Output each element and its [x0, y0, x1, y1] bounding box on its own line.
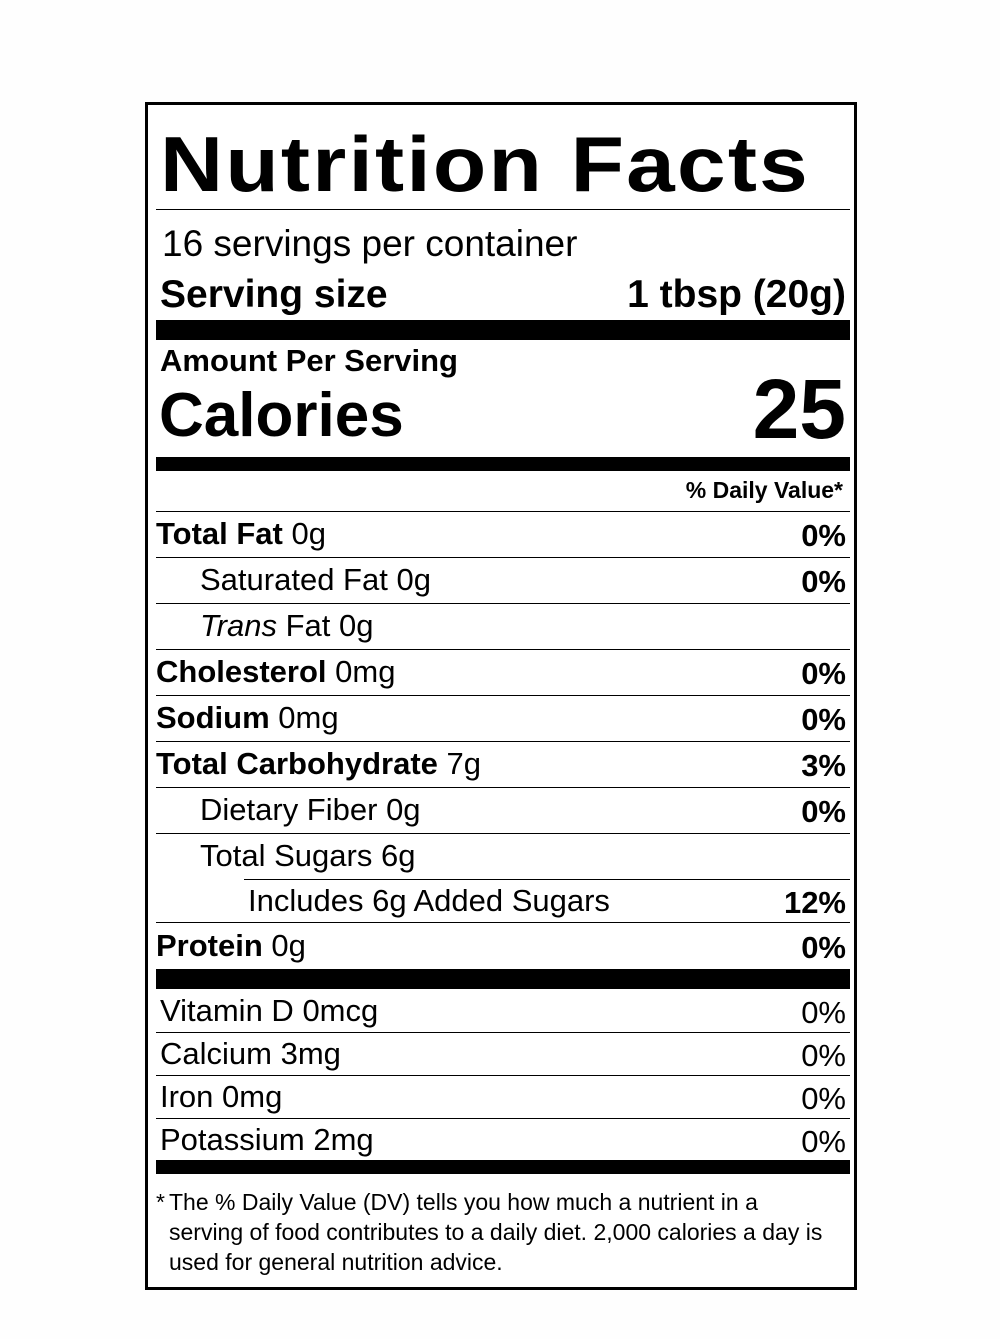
- medium-divider: [156, 1160, 850, 1174]
- nutrient-amount: 0mg: [335, 654, 396, 689]
- nutrient-amount: 0g: [396, 562, 431, 597]
- nutrient-amount: 0mg: [278, 700, 339, 735]
- vitamin-amount: 0mcg: [302, 993, 379, 1028]
- nutrient-dv: 0%: [801, 794, 846, 829]
- footnote-marker: *: [156, 1189, 165, 1215]
- vitamin-row-vitamin-d: [156, 989, 848, 1033]
- footnote: [156, 1187, 824, 1277]
- vitamin-dv: 0%: [801, 995, 846, 1030]
- vitamin-name: Potassium: [160, 1122, 305, 1157]
- vitamin-row-potassium: [156, 1118, 848, 1162]
- divider: [156, 209, 850, 210]
- nutrient-row-protein: [156, 924, 848, 968]
- nutrient-amount: 0g: [386, 792, 421, 827]
- nutrient-dv: 12%: [783, 885, 846, 920]
- amount-per-serving: Amount Per Serving: [160, 343, 458, 378]
- divider: [156, 922, 850, 923]
- vitamin-row-calcium: [156, 1032, 848, 1076]
- nutrient-row-saturated-fat: [156, 558, 848, 602]
- nutrient-row-sodium: [156, 696, 848, 740]
- nutrient-name: Dietary Fiber: [200, 792, 378, 827]
- servings-per-container: 16 servings per container: [162, 223, 578, 264]
- nutrient-amount: 6g: [380, 838, 416, 873]
- nutrient-dv: 0%: [801, 930, 846, 965]
- nutrient-name: Includes 6g Added Sugars: [248, 883, 610, 918]
- nutrient-row-total-carbohydrate: [156, 742, 848, 786]
- nutrient-row-cholesterol: [156, 650, 848, 694]
- nutrient-name: Sodium: [156, 700, 270, 735]
- vitamin-row-iron: [156, 1075, 848, 1119]
- nutrient-dv: 3%: [801, 748, 846, 783]
- nutrient-name: Total Carbohydrate: [156, 746, 438, 781]
- vitamin-dv: 0%: [801, 1081, 846, 1116]
- vitamin-name: Vitamin D: [160, 993, 294, 1028]
- calories-label: Calories: [159, 381, 404, 450]
- nutrient-dv: 0%: [801, 656, 846, 691]
- nutrient-name: Cholesterol: [156, 654, 327, 689]
- nutrient-amount: 0g: [291, 516, 326, 551]
- vitamin-amount: 2mg: [313, 1122, 374, 1157]
- vitamin-dv: 0%: [801, 1124, 846, 1159]
- nutrient-dv: 0%: [801, 518, 846, 553]
- thick-divider: [156, 969, 850, 989]
- vitamin-name: Calcium: [160, 1036, 272, 1071]
- nutrient-name: Total Fat: [156, 516, 283, 551]
- thick-divider: [156, 320, 850, 340]
- nutrition-facts-label: [145, 102, 857, 1290]
- nutrient-amount: 7g: [446, 746, 482, 781]
- label-title: Nutrition Facts: [160, 120, 810, 208]
- vitamin-amount: 3mg: [280, 1036, 341, 1071]
- medium-divider: [156, 457, 850, 471]
- nutrient-row-trans-fat: [156, 604, 848, 648]
- nutrient-amount: 0g: [271, 928, 306, 963]
- calories-value: 25: [752, 362, 846, 456]
- nutrient-dv: 0%: [801, 702, 846, 737]
- nutrient-row-total-fat: [156, 512, 848, 556]
- daily-value-header: % Daily Value*: [685, 477, 843, 503]
- vitamin-amount: 0mg: [222, 1079, 283, 1114]
- nutrient-row-total-sugars: [156, 834, 848, 878]
- nutrient-name: Protein: [156, 928, 263, 963]
- vitamin-dv: 0%: [801, 1038, 846, 1073]
- vitamin-name: Iron: [160, 1079, 214, 1114]
- nutrient-name: Total Sugars: [200, 838, 373, 873]
- nutrient-name: Saturated Fat: [200, 562, 388, 597]
- nutrient-name: Fat: [285, 608, 331, 643]
- nutrient-amount: 0g: [339, 608, 374, 643]
- nutrient-dv: 0%: [801, 564, 846, 599]
- nutrient-prefix: Trans: [200, 608, 277, 643]
- serving-size-label: Serving size: [160, 273, 388, 316]
- footnote-text: The % Daily Value (DV) tells you how much a nutrient in a serving of food contributes to a daily diet. 2,000 calories a day is used for general nutrition advice.: [169, 1189, 823, 1275]
- nutrient-row-dietary-fiber: [156, 788, 848, 832]
- serving-size-value: 1 tbsp (20g): [627, 273, 846, 316]
- nutrient-row-added-sugars: [156, 879, 848, 923]
